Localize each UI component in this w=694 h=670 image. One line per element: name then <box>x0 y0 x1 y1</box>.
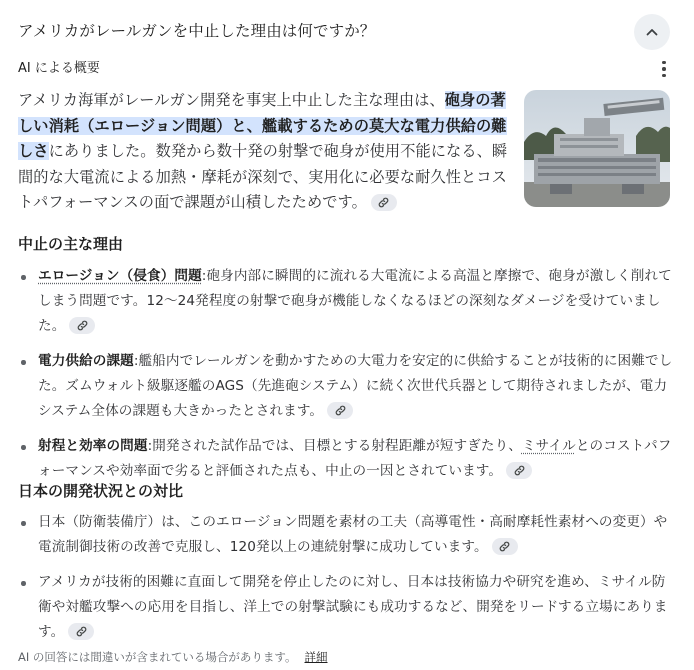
list-item <box>18 349 674 424</box>
item-text: :艦船内でレールガンを動かすための大電力を安定的に供給することが技術的に困難でした。ズムウォルト級駆逐艦のAGS（先進砲システム）に続く次世代兵器として期待されましたが、電力システム全体の課題も大きかったとされます。 <box>38 353 673 419</box>
search-query: アメリカがレールガンを中止した理由は何ですか？ <box>18 22 376 40</box>
link-icon <box>498 540 511 553</box>
footer-disclaimer <box>18 648 328 666</box>
more-vert-dot <box>662 74 666 78</box>
details-link[interactable]: 詳細 <box>304 650 328 664</box>
item-text: とのコストパフォーマンスや効率面で劣ると評価された点も、中止の一因とされています。 <box>38 438 672 479</box>
railgun-photo <box>524 90 670 207</box>
query-header <box>18 18 674 48</box>
overview-label: AI による概要 <box>18 61 100 76</box>
list-item <box>18 510 674 560</box>
missile-link[interactable]: ミサイル <box>521 438 576 454</box>
reasons-list <box>18 264 674 494</box>
item-text: 日本（防衛装備庁）は、このエロージョン問題を素材の工夫（高導電性・高耐摩耗性素材への変更）や電流制御技術の改善で克服し、120発以上の連続射撃に成功しています。 <box>38 514 668 555</box>
section-heading-reasons: 中止の主な理由 <box>18 235 124 253</box>
source-link-button[interactable] <box>69 317 95 334</box>
summary-highlight: 砲身の著しい消耗（エロージョン問題）と、艦載するための莫大な電力供給の難しさ <box>18 91 507 160</box>
section-heading-japan: 日本の開発状況との対比 <box>18 482 184 500</box>
chevron-up-icon <box>645 25 659 39</box>
link-icon <box>513 464 526 477</box>
link-icon <box>377 196 390 209</box>
item-text: :砲身内部に瞬間的に流れる大電流による高温と摩擦で、砲身が激しく削れてしまう問題です。12〜24発程度の射撃で砲身が機能しなくなるほどの深刻なダメージを受けていました。 <box>38 268 672 334</box>
list-item <box>18 570 674 645</box>
railgun-thumbnail[interactable] <box>524 90 670 207</box>
more-vert-dot <box>662 67 666 71</box>
link-icon <box>76 319 89 332</box>
japan-list <box>18 510 674 655</box>
term-range: 射程と効率の問題 <box>38 438 148 454</box>
summary-rest: にありました。数発から数十発の射撃で砲身が使用不能になる、瞬間的な大電流による加熱・摩耗が深刻で、実用化に必要な耐久性とコストパフォーマンスの面で課題が山積したためです。 <box>18 142 508 211</box>
term-power: 電力供給の課題 <box>38 353 134 369</box>
item-text: アメリカが技術的困難に直面して開発を停止したのに対し、日本は技術協力や研究を進め、ミサイル防衛や対艦攻撃への応用を目指し、洋上での射撃試験にも成功するなど、開発をリードする立場にあります。 <box>38 574 668 640</box>
link-icon <box>334 404 347 417</box>
source-link-button[interactable] <box>506 462 532 479</box>
item-text: :開発された試作品では、目標とする射程距離が短すぎたり、 <box>147 438 522 454</box>
more-options-button[interactable] <box>656 59 672 79</box>
more-vert-icon <box>662 61 666 65</box>
overview-header <box>18 58 670 80</box>
source-link-button[interactable] <box>492 538 518 555</box>
source-link-button[interactable] <box>68 623 94 640</box>
source-link-button[interactable] <box>327 402 353 419</box>
link-icon <box>75 625 88 638</box>
collapse-button[interactable] <box>634 14 670 50</box>
list-item <box>18 264 674 339</box>
list-item <box>18 434 674 484</box>
source-link-button[interactable] <box>371 194 397 211</box>
summary-lead: アメリカ海軍がレールガン開発を事実上中止した主な理由は、 <box>18 91 445 109</box>
overview-summary <box>18 88 516 216</box>
disclaimer-text: AI の回答には間違いが含まれている場合があります。 <box>18 650 297 664</box>
term-erosion[interactable]: エロージョン（侵食）問題 <box>38 268 202 284</box>
